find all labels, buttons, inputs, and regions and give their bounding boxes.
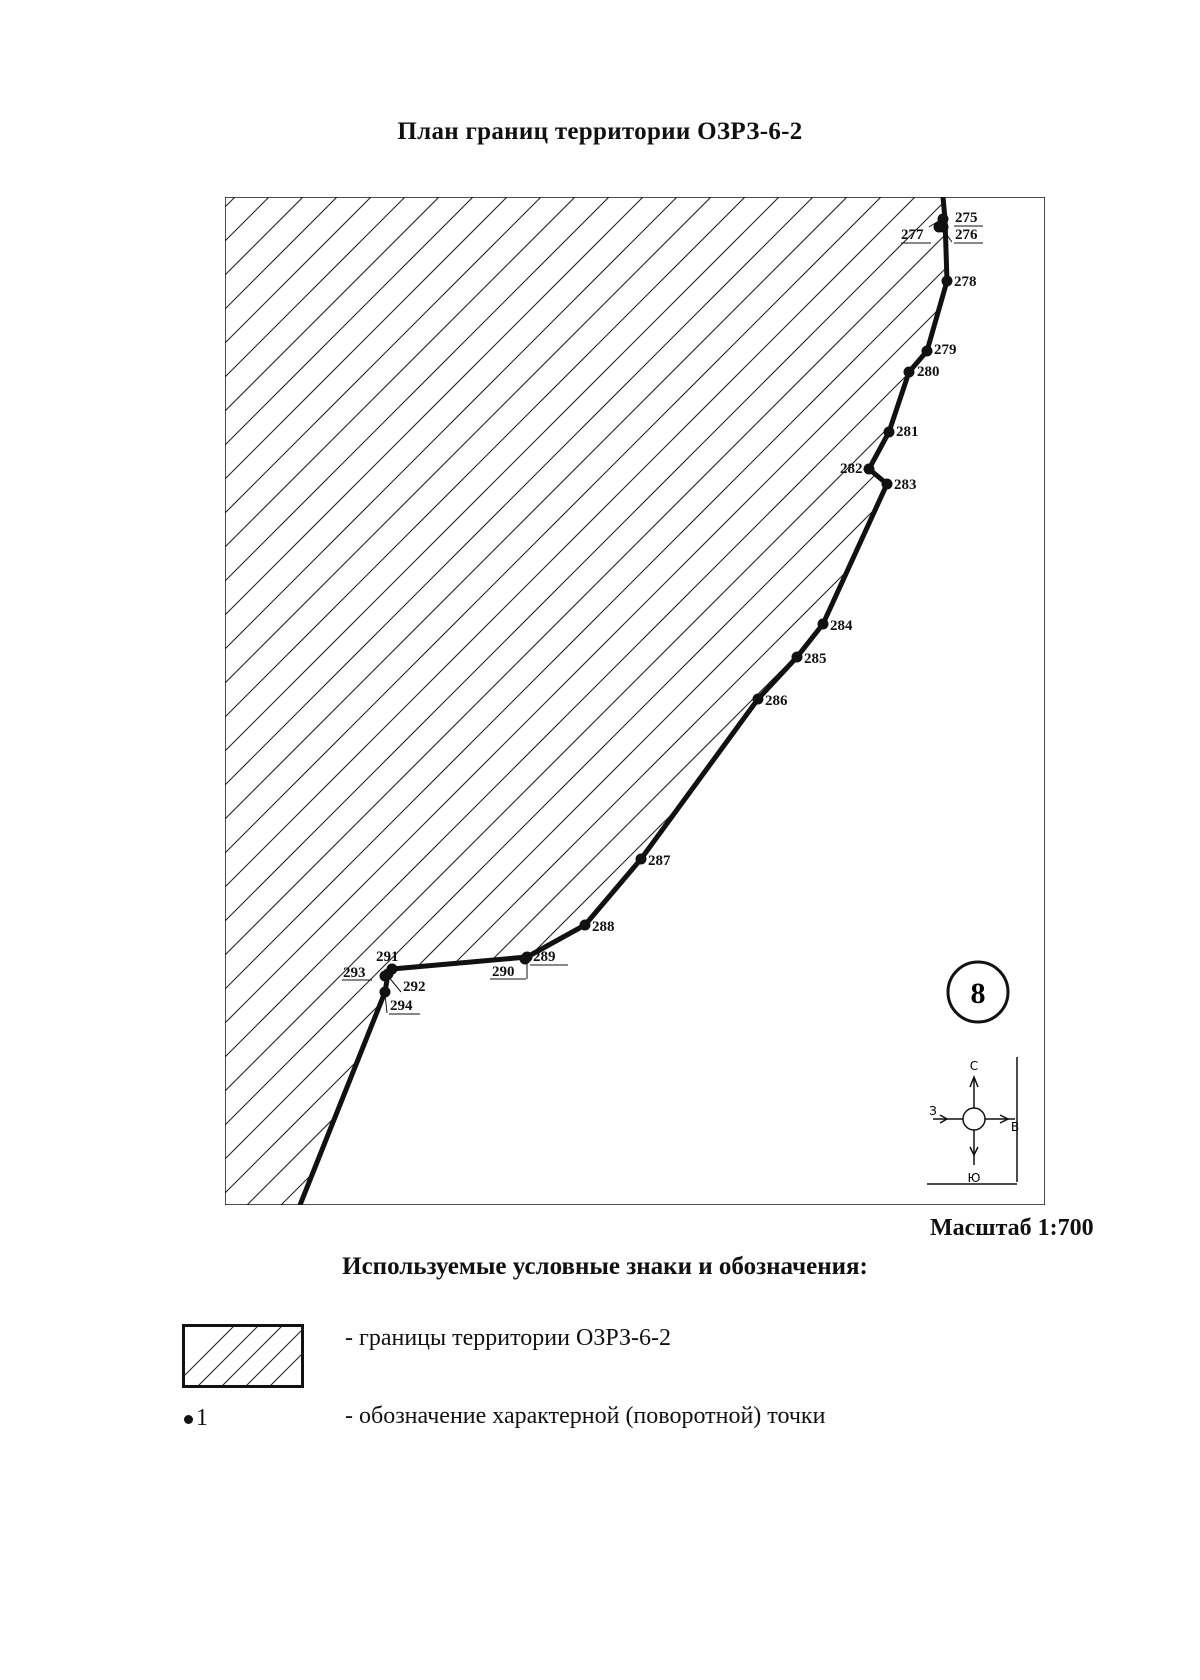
point-label-280: 280: [917, 364, 940, 380]
boundary-point-280: [904, 367, 915, 378]
legend-title: Используемые условные знаки и обозначения:: [342, 1253, 868, 1280]
legend-item-boundary: - границы территории ОЗРЗ-6-2: [345, 1325, 671, 1351]
point-label-278: 278: [954, 274, 977, 290]
point-label-291: 291: [376, 949, 399, 965]
compass-north-label: С: [969, 1059, 979, 1073]
point-label-283: 283: [894, 477, 917, 493]
point-label-293: 293: [343, 965, 366, 981]
boundary-point-294: [380, 987, 391, 998]
point-label-281: 281: [896, 424, 919, 440]
point-label-277: 277: [901, 227, 924, 243]
legend-item-point: - обозначение характерной (поворотной) точки: [345, 1403, 826, 1429]
boundary-point-284: [818, 619, 829, 630]
boundary-point-288: [580, 920, 591, 931]
boundary-point-290: [520, 954, 531, 965]
point-label-292: 292: [403, 979, 426, 995]
boundary-point-285: [792, 652, 803, 663]
point-label-294: 294: [390, 998, 413, 1014]
territory-hatch: [225, 197, 1045, 1205]
compass-south-label: Ю: [967, 1171, 981, 1185]
map-frame: [225, 197, 1045, 1205]
point-label-276: 276: [955, 227, 978, 243]
legend-hatch-swatch: [182, 1324, 304, 1388]
point-label-288: 288: [592, 919, 615, 935]
point-label-285: 285: [804, 651, 827, 667]
point-label-284: 284: [830, 618, 853, 634]
legend-point-symbol: [184, 1405, 208, 1432]
map-border: [225, 197, 1045, 1205]
boundary-line: [300, 197, 947, 1205]
boundary-point-282: [864, 464, 875, 475]
point-label-275: 275: [955, 210, 978, 226]
point-label-286: 286: [765, 693, 788, 709]
page-title: План границ территории ОЗРЗ-6-2: [397, 118, 803, 145]
compass-rose: [927, 1057, 1020, 1184]
boundary-point-278: [942, 276, 953, 287]
boundary-point-283: [882, 479, 893, 490]
sheet-number: 8: [970, 977, 986, 1010]
boundary-point-281: [884, 427, 895, 438]
point-dot-icon: [184, 1415, 193, 1424]
map-scale: Масштаб 1:700: [930, 1215, 1094, 1241]
boundary-point-286: [753, 694, 764, 705]
point-label-289: 289: [533, 949, 556, 965]
compass-west-label: З: [929, 1104, 937, 1118]
boundary-point-287: [636, 854, 647, 865]
point-label-287: 287: [648, 853, 671, 869]
point-label-279: 279: [934, 342, 957, 358]
boundary-point-293: [380, 971, 391, 982]
point-label-282: 282: [840, 461, 863, 477]
point-label-290: 290: [492, 964, 515, 980]
boundary-point-279: [922, 346, 933, 357]
boundary-point-277: [934, 222, 945, 233]
legend-point-sample: 1: [196, 1405, 208, 1431]
compass-east-label: В: [1010, 1120, 1020, 1134]
